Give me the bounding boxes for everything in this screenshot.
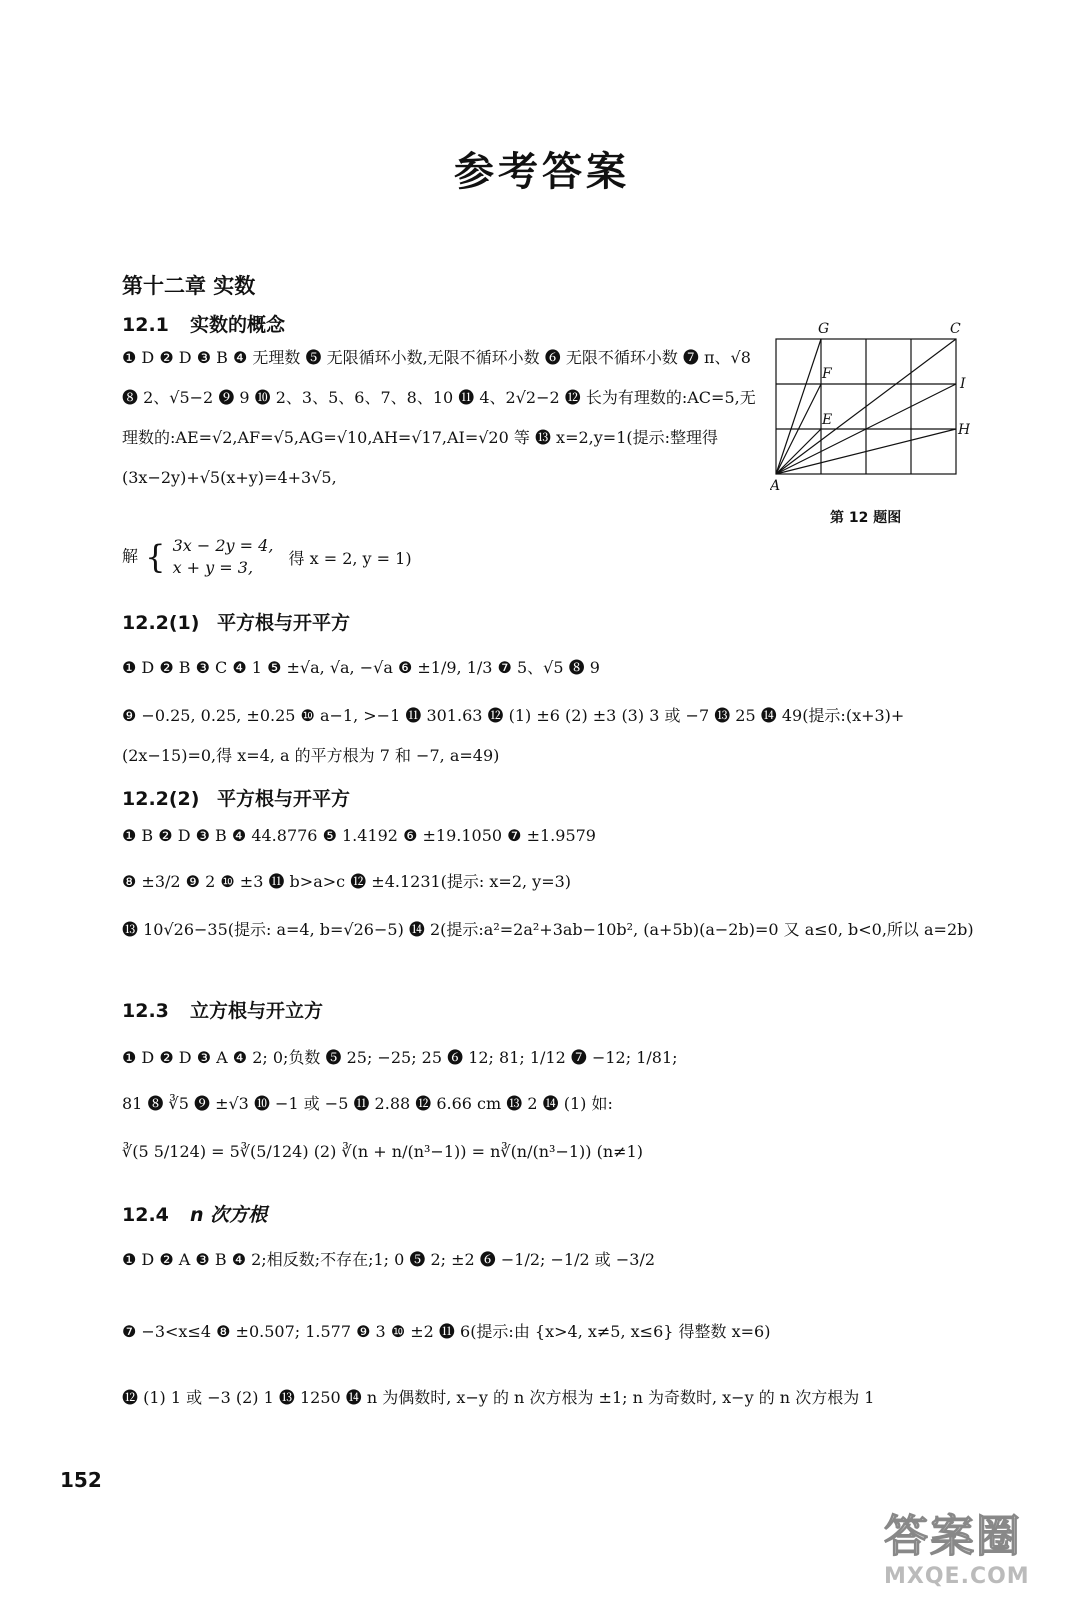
answers-12-4-line-1: ❶ D ❷ A ❸ B ❹ 2;相反数;不存在;1; 0 ❺ 2; ±2 ❻ −1/2; −1/2 或 −3/2	[122, 1250, 656, 1269]
answers-12-1: ❶ D ❷ D ❸ B ❹ 无理数 ❺ 无限循环小数,无限不循环小数 ❻ 无限不循环小数 ❼ π、√8 ❽ 2、√5−2 ❾ 9 ❿ 2、3、5、6、7、8、10 ⓫ 4、2√2−2 ⓬ 长为有理数的:AC=5,无理数的:AE=√2,AF=√5,AG=√10,AH=√17,AI=√20 等 ⓭ x=2,y=1(提示:整理得(3x−2y)+√5(x+y)=4+3√5,	[122, 348, 756, 487]
watermark-url: MXQE.COM	[884, 1564, 1030, 1589]
section-number: 12.2(1)	[122, 612, 200, 634]
system-prefix: 解	[122, 546, 139, 566]
system-eq-1: 3x − 2y = 4,	[172, 536, 274, 555]
watermark-text: 答案圈	[884, 1511, 1022, 1562]
answers-12-2-2-line-2: ❽ ±3/2 ❾ 2 ❿ ±3 ⓫ b>a>c ⓬ ±4.1231(提示: x=2, y=3)	[122, 872, 572, 891]
answers-12-4-line-2: ❼ −3<x≤4 ❽ ±0.507; 1.577 ❾ 3 ❿ ±2 ⓫ 6(提示:由 {x>4, x≠5, x≤6} 得整数 x=6)	[122, 1322, 771, 1341]
page-number: 152	[60, 1468, 102, 1492]
chapter-heading: 第十二章 实数	[122, 274, 256, 298]
label-H: H	[958, 422, 970, 438]
label-A: A	[770, 478, 781, 494]
label-G: G	[818, 321, 830, 337]
section-heading-12-1	[122, 310, 285, 337]
answers-12-3-line-1: ❶ D ❷ D ❸ A ❹ 2; 0;负数 ❺ 25; −25; 25 ❻ 12; 81; 1/12 ❼ −12; 1/81;	[122, 1048, 678, 1067]
brace: {	[145, 538, 166, 576]
label-I: I	[960, 376, 966, 392]
answers-12-4-line-3: ⓬ (1) 1 或 −3 (2) 1 ⓭ 1250 ⓮ n 为偶数时, x−y 的 n 次方根为 ±1; n 为奇数时, x−y 的 n 次方根为 1	[122, 1388, 875, 1407]
answers-12-2-1-line-1: ❶ D ❷ B ❸ C ❹ 1 ❺ ±√a, √a, −√a ❻ ±1/9, 1/3 ❼ 5、√5 ❽ 9	[122, 658, 600, 677]
label-F: F	[822, 366, 832, 382]
watermark-logo	[884, 1500, 1044, 1590]
section-name: 立方根与开立方	[190, 1000, 324, 1022]
system-eq-2: x + y = 3,	[172, 558, 254, 577]
section-name: 平方根与开平方	[217, 612, 351, 634]
section-number: 12.1	[122, 314, 169, 336]
section-heading-12-2-1	[122, 608, 350, 635]
section-number: 12.2(2)	[122, 788, 200, 810]
grid-diagram	[770, 320, 970, 495]
answers-12-2-2-line-3: ⓭ 10√26−35(提示: a=4, b=√26−5) ⓮ 2(提示:a²=2a²+3ab−10b², (a+5b)(a−2b)=0 又 a≤0, b<0,所以 a=2b)	[122, 920, 974, 939]
equation-system	[122, 535, 412, 579]
section-number: 12.4	[122, 1204, 169, 1226]
page-title: 参考答案	[454, 149, 630, 195]
section-name: n 次方根	[190, 1204, 268, 1226]
answers-12-3-line-3: ∛(5 5/124) = 5∛(5/124) (2) ∛(n + n/(n³−1)) = n∛(n/(n³−1)) (n≠1)	[122, 1142, 643, 1161]
section-number: 12.3	[122, 1000, 169, 1022]
answers-12-2-1-line-2: ❾ −0.25, 0.25, ±0.25 ❿ a−1, >−1 ⓫ 301.63 ⓬ (1) ±6 (2) ±3 (3) 3 或 −7 ⓭ 25 ⓮ 49(提示:(x+3)+(2x−15)=0,得 x=4, a 的平方根为 7 和 −7, a=49)	[122, 706, 905, 765]
section-name: 实数的概念	[190, 314, 286, 336]
section-heading-12-2-2	[122, 784, 350, 811]
line-AE	[776, 429, 821, 474]
figure-caption: 第 12 题图	[830, 510, 902, 526]
label-C: C	[950, 321, 961, 337]
section-heading-12-3	[122, 996, 323, 1023]
section-heading-12-4	[122, 1200, 267, 1227]
answers-12-3-line-2: 81 ❽ ∛5 ❾ ±√3 ❿ −1 或 −5 ⓫ 2.88 ⓬ 6.66 cm ⓭ 2 ⓮ (1) 如:	[122, 1094, 613, 1113]
section-name: 平方根与开平方	[217, 788, 351, 810]
answers-12-2-2-line-1: ❶ B ❷ D ❸ B ❹ 44.8776 ❺ 1.4192 ❻ ±19.1050 ❼ ±1.9579	[122, 826, 596, 845]
line-AG	[776, 339, 821, 474]
label-E: E	[822, 412, 833, 428]
system-suffix: 得 x = 2, y = 1)	[288, 548, 412, 568]
